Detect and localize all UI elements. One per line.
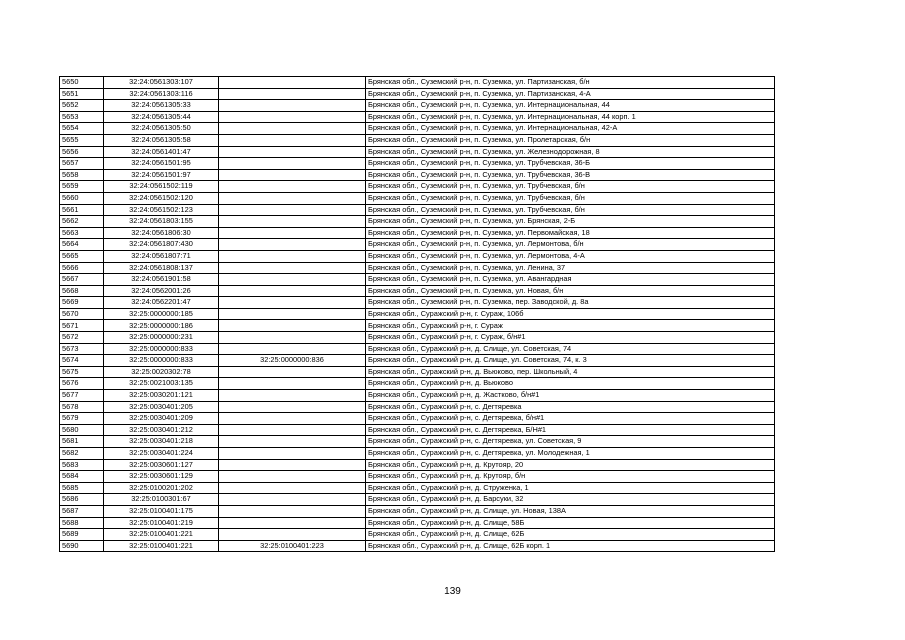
row-number-cell: 5659 <box>60 181 104 193</box>
cadastral-number-cell: 32:25:0000000:833 <box>104 343 219 355</box>
row-number-cell: 5663 <box>60 227 104 239</box>
cadastral-number-cell: 32:24:0561501:97 <box>104 169 219 181</box>
row-number-cell: 5676 <box>60 378 104 390</box>
address-cell: Брянская обл., Суземский р-н, п. Суземка, ул. Лермонтова, б/н <box>366 239 775 251</box>
row-number-cell: 5664 <box>60 239 104 251</box>
cadastral-number-cell: 32:25:0030401:218 <box>104 436 219 448</box>
address-cell: Брянская обл., Суражский р-н, д. Вьюково <box>366 378 775 390</box>
cadastral-number-cell: 32:25:0000000:186 <box>104 320 219 332</box>
address-cell: Брянская обл., Суземский р-н, п. Суземка, ул. Авангардная <box>366 274 775 286</box>
cadastral-number-cell: 32:24:0561502:120 <box>104 192 219 204</box>
table-row <box>60 494 775 506</box>
address-cell: Брянская обл., Суражский р-н, д. Слище, ул. Советская, 74, к. 3 <box>366 355 775 367</box>
table-row <box>60 297 775 309</box>
cadastral-number-cell: 32:25:0100201:202 <box>104 482 219 494</box>
cadastral-number-cell: 32:25:0000000:185 <box>104 308 219 320</box>
table-row <box>60 529 775 541</box>
table-row <box>60 482 775 494</box>
table-row <box>60 343 775 355</box>
parent-cadastral-cell <box>219 169 366 181</box>
table-row <box>60 413 775 425</box>
parent-cadastral-cell <box>219 146 366 158</box>
table-row <box>60 436 775 448</box>
row-number-cell: 5668 <box>60 285 104 297</box>
cadastral-number-cell: 32:24:0561305:33 <box>104 100 219 112</box>
parent-cadastral-cell: 32:25:0100401:223 <box>219 540 366 552</box>
address-cell: Брянская обл., Суземский р-н, п. Суземка, ул. Первомайская, 18 <box>366 227 775 239</box>
row-number-cell: 5678 <box>60 401 104 413</box>
address-cell: Брянская обл., Суражский р-н, г. Сураж, 106б <box>366 308 775 320</box>
parent-cadastral-cell <box>219 529 366 541</box>
parent-cadastral-cell <box>219 285 366 297</box>
row-number-cell: 5671 <box>60 320 104 332</box>
parent-cadastral-cell <box>219 494 366 506</box>
parent-cadastral-cell <box>219 436 366 448</box>
cadastral-number-cell: 32:25:0020302:78 <box>104 366 219 378</box>
table-row <box>60 378 775 390</box>
parent-cadastral-cell <box>219 181 366 193</box>
row-number-cell: 5653 <box>60 111 104 123</box>
cadastral-number-cell: 32:25:0100401:219 <box>104 517 219 529</box>
parent-cadastral-cell <box>219 471 366 483</box>
address-cell: Брянская обл., Суземский р-н, п. Суземка, ул. Брянская, 2-Б <box>366 216 775 228</box>
table-row <box>60 401 775 413</box>
address-cell: Брянская обл., Суражский р-н, д. Струженка, 1 <box>366 482 775 494</box>
table-row <box>60 390 775 402</box>
address-cell: Брянская обл., Суражский р-н, д. Слище, ул. Советская, 74 <box>366 343 775 355</box>
parent-cadastral-cell <box>219 123 366 135</box>
table-row <box>60 250 775 262</box>
row-number-cell: 5666 <box>60 262 104 274</box>
address-cell: Брянская обл., Суземский р-н, п. Суземка, ул. Партизанская, 4-А <box>366 88 775 100</box>
table-row <box>60 366 775 378</box>
row-number-cell: 5655 <box>60 134 104 146</box>
parent-cadastral-cell <box>219 216 366 228</box>
row-number-cell: 5688 <box>60 517 104 529</box>
table-row <box>60 355 775 367</box>
row-number-cell: 5682 <box>60 448 104 460</box>
parent-cadastral-cell <box>219 77 366 89</box>
address-cell: Брянская обл., Суражский р-н, с. Дегтяревка, б/н#1 <box>366 413 775 425</box>
cadastral-number-cell: 32:24:0561807:71 <box>104 250 219 262</box>
row-number-cell: 5687 <box>60 505 104 517</box>
table-row <box>60 216 775 228</box>
address-cell: Брянская обл., Суземский р-н, п. Суземка, пер. Заводской, д. 8а <box>366 297 775 309</box>
parent-cadastral-cell <box>219 390 366 402</box>
cadastral-number-cell: 32:24:0561502:123 <box>104 204 219 216</box>
address-cell: Брянская обл., Суземский р-н, п. Суземка, ул. Трубчевская, б/н <box>366 181 775 193</box>
parent-cadastral-cell <box>219 320 366 332</box>
cadastral-number-cell: 32:25:0030401:209 <box>104 413 219 425</box>
parent-cadastral-cell <box>219 482 366 494</box>
table-row <box>60 308 775 320</box>
row-number-cell: 5677 <box>60 390 104 402</box>
parent-cadastral-cell <box>219 459 366 471</box>
address-cell: Брянская обл., Суражский р-н, д. Слище, 62Б <box>366 529 775 541</box>
address-cell: Брянская обл., Суражский р-н, с. Дегтяревка <box>366 401 775 413</box>
cadastral-number-cell: 32:25:0030201:121 <box>104 390 219 402</box>
parent-cadastral-cell <box>219 413 366 425</box>
row-number-cell: 5681 <box>60 436 104 448</box>
row-number-cell: 5661 <box>60 204 104 216</box>
row-number-cell: 5669 <box>60 297 104 309</box>
table-row <box>60 192 775 204</box>
row-number-cell: 5683 <box>60 459 104 471</box>
table-row <box>60 158 775 170</box>
cadastral-number-cell: 32:25:0000000:833 <box>104 355 219 367</box>
address-cell: Брянская обл., Суземский р-н, п. Суземка, ул. Ленина, 37 <box>366 262 775 274</box>
cadastral-number-cell: 32:25:0030401:224 <box>104 448 219 460</box>
table-row <box>60 517 775 529</box>
cadastral-number-cell: 32:24:0562201:47 <box>104 297 219 309</box>
address-cell: Брянская обл., Суземский р-н, п. Суземка, ул. Трубчевская, 36-Б <box>366 158 775 170</box>
parent-cadastral-cell <box>219 343 366 355</box>
parent-cadastral-cell <box>219 134 366 146</box>
table-row <box>60 134 775 146</box>
address-cell: Брянская обл., Суземский р-н, п. Суземка, ул. Интернациональная, 44 корп. 1 <box>366 111 775 123</box>
address-cell: Брянская обл., Суражский р-н, с. Дегтяревка, ул. Советская, 9 <box>366 436 775 448</box>
address-cell: Брянская обл., Суражский р-н, г. Сураж <box>366 320 775 332</box>
table-row <box>60 239 775 251</box>
table-row <box>60 424 775 436</box>
table-row <box>60 448 775 460</box>
table-row <box>60 540 775 552</box>
table-row <box>60 111 775 123</box>
table-row <box>60 262 775 274</box>
cadastral-number-cell: 32:25:0100301:67 <box>104 494 219 506</box>
parent-cadastral-cell <box>219 505 366 517</box>
parent-cadastral-cell <box>219 158 366 170</box>
parent-cadastral-cell <box>219 424 366 436</box>
cadastral-number-cell: 32:24:0561807:430 <box>104 239 219 251</box>
table-row <box>60 181 775 193</box>
address-cell: Брянская обл., Суземский р-н, п. Суземка, ул. Партизанская, б/н <box>366 77 775 89</box>
row-number-cell: 5665 <box>60 250 104 262</box>
address-cell: Брянская обл., Суземский р-н, п. Суземка, ул. Новая, б/н <box>366 285 775 297</box>
row-number-cell: 5652 <box>60 100 104 112</box>
address-cell: Брянская обл., Суражский р-н, с. Дегтяревка, ул. Молодежная, 1 <box>366 448 775 460</box>
table-row <box>60 471 775 483</box>
parent-cadastral-cell <box>219 448 366 460</box>
address-cell: Брянская обл., Суземский р-н, п. Суземка, ул. Трубчевская, б/н <box>366 204 775 216</box>
address-cell: Брянская обл., Суражский р-н, д. Крутояр, 20 <box>366 459 775 471</box>
cadastral-number-cell: 32:24:0561303:107 <box>104 77 219 89</box>
parent-cadastral-cell <box>219 517 366 529</box>
parent-cadastral-cell <box>219 100 366 112</box>
cadastral-number-cell: 32:25:0100401:175 <box>104 505 219 517</box>
row-number-cell: 5675 <box>60 366 104 378</box>
table-row <box>60 274 775 286</box>
row-number-cell: 5656 <box>60 146 104 158</box>
parent-cadastral-cell <box>219 308 366 320</box>
row-number-cell: 5689 <box>60 529 104 541</box>
row-number-cell: 5651 <box>60 88 104 100</box>
address-cell: Брянская обл., Суражский р-н, г. Сураж, б/н#1 <box>366 332 775 344</box>
row-number-cell: 5658 <box>60 169 104 181</box>
parent-cadastral-cell <box>219 204 366 216</box>
cadastral-number-cell: 32:25:0030401:205 <box>104 401 219 413</box>
parent-cadastral-cell <box>219 297 366 309</box>
cadastral-number-cell: 32:24:0561803:155 <box>104 216 219 228</box>
address-cell: Брянская обл., Суражский р-н, д. Жастково, б/н#1 <box>366 390 775 402</box>
row-number-cell: 5686 <box>60 494 104 506</box>
parent-cadastral-cell <box>219 227 366 239</box>
row-number-cell: 5685 <box>60 482 104 494</box>
cadastral-number-cell: 32:25:0021003:135 <box>104 378 219 390</box>
cadastral-number-cell: 32:24:0561901:58 <box>104 274 219 286</box>
row-number-cell: 5674 <box>60 355 104 367</box>
parent-cadastral-cell <box>219 274 366 286</box>
row-number-cell: 5667 <box>60 274 104 286</box>
address-cell: Брянская обл., Суземский р-н, п. Суземка, ул. Трубчевская, б/н <box>366 192 775 204</box>
cadastral-number-cell: 32:24:0562001:26 <box>104 285 219 297</box>
row-number-cell: 5660 <box>60 192 104 204</box>
address-cell: Брянская обл., Суражский р-н, д. Слище, 58Б <box>366 517 775 529</box>
address-cell: Брянская обл., Суражский р-н, д. Слище, 62Б корп. 1 <box>366 540 775 552</box>
row-number-cell: 5690 <box>60 540 104 552</box>
parent-cadastral-cell <box>219 111 366 123</box>
table-row <box>60 459 775 471</box>
parent-cadastral-cell <box>219 401 366 413</box>
table-row <box>60 169 775 181</box>
cadastral-number-cell: 32:24:0561806:30 <box>104 227 219 239</box>
cadastral-number-cell: 32:24:0561808:137 <box>104 262 219 274</box>
table-row <box>60 88 775 100</box>
address-cell: Брянская обл., Суземский р-н, п. Суземка, ул. Трубчевская, 36-В <box>366 169 775 181</box>
row-number-cell: 5680 <box>60 424 104 436</box>
registry-table-body <box>60 77 775 552</box>
parent-cadastral-cell <box>219 239 366 251</box>
address-cell: Брянская обл., Суземский р-н, п. Суземка, ул. Интернациональная, 44 <box>366 100 775 112</box>
address-cell: Брянская обл., Суземский р-н, п. Суземка, ул. Лермонтова, 4-А <box>366 250 775 262</box>
table-row <box>60 505 775 517</box>
table-row <box>60 123 775 135</box>
cadastral-number-cell: 32:25:0100401:221 <box>104 540 219 552</box>
table-row <box>60 320 775 332</box>
parent-cadastral-cell <box>219 366 366 378</box>
address-cell: Брянская обл., Суражский р-н, д. Вьюково, пер. Школьный, 4 <box>366 366 775 378</box>
row-number-cell: 5670 <box>60 308 104 320</box>
page-number: 139 <box>444 586 461 597</box>
table-row <box>60 146 775 158</box>
row-number-cell: 5684 <box>60 471 104 483</box>
parent-cadastral-cell <box>219 378 366 390</box>
parent-cadastral-cell <box>219 250 366 262</box>
row-number-cell: 5679 <box>60 413 104 425</box>
address-cell: Брянская обл., Суземский р-н, п. Суземка, ул. Пролетарская, б/н <box>366 134 775 146</box>
row-number-cell: 5673 <box>60 343 104 355</box>
parent-cadastral-cell <box>219 262 366 274</box>
address-cell: Брянская обл., Суражский р-н, д. Барсуки, 32 <box>366 494 775 506</box>
cadastral-number-cell: 32:24:0561303:116 <box>104 88 219 100</box>
cadastral-number-cell: 32:25:0000000:231 <box>104 332 219 344</box>
registry-table <box>59 76 775 552</box>
row-number-cell: 5650 <box>60 77 104 89</box>
row-number-cell: 5654 <box>60 123 104 135</box>
address-cell: Брянская обл., Суражский р-н, д. Крутояр, б/н <box>366 471 775 483</box>
cadastral-number-cell: 32:24:0561305:58 <box>104 134 219 146</box>
cadastral-number-cell: 32:25:0030601:129 <box>104 471 219 483</box>
address-cell: Брянская обл., Суземский р-н, п. Суземка, ул. Железнодорожная, 8 <box>366 146 775 158</box>
parent-cadastral-cell <box>219 332 366 344</box>
table-row <box>60 227 775 239</box>
address-cell: Брянская обл., Суземский р-н, п. Суземка, ул. Интернациональная, 42-А <box>366 123 775 135</box>
table-row <box>60 77 775 89</box>
cadastral-number-cell: 32:24:0561305:44 <box>104 111 219 123</box>
table-row <box>60 285 775 297</box>
parent-cadastral-cell <box>219 192 366 204</box>
cadastral-number-cell: 32:24:0561501:95 <box>104 158 219 170</box>
row-number-cell: 5672 <box>60 332 104 344</box>
cadastral-number-cell: 32:25:0030601:127 <box>104 459 219 471</box>
cadastral-number-cell: 32:25:0100401:221 <box>104 529 219 541</box>
table-row <box>60 204 775 216</box>
parent-cadastral-cell: 32:25:0000000:836 <box>219 355 366 367</box>
cadastral-number-cell: 32:24:0561502:119 <box>104 181 219 193</box>
row-number-cell: 5657 <box>60 158 104 170</box>
cadastral-number-cell: 32:25:0030401:212 <box>104 424 219 436</box>
cadastral-number-cell: 32:24:0561305:50 <box>104 123 219 135</box>
address-cell: Брянская обл., Суражский р-н, д. Слище, ул. Новая, 138А <box>366 505 775 517</box>
table-row <box>60 332 775 344</box>
row-number-cell: 5662 <box>60 216 104 228</box>
table-row <box>60 100 775 112</box>
address-cell: Брянская обл., Суражский р-н, с. Дегтяревка, Б/Н#1 <box>366 424 775 436</box>
parent-cadastral-cell <box>219 88 366 100</box>
cadastral-number-cell: 32:24:0561401:47 <box>104 146 219 158</box>
